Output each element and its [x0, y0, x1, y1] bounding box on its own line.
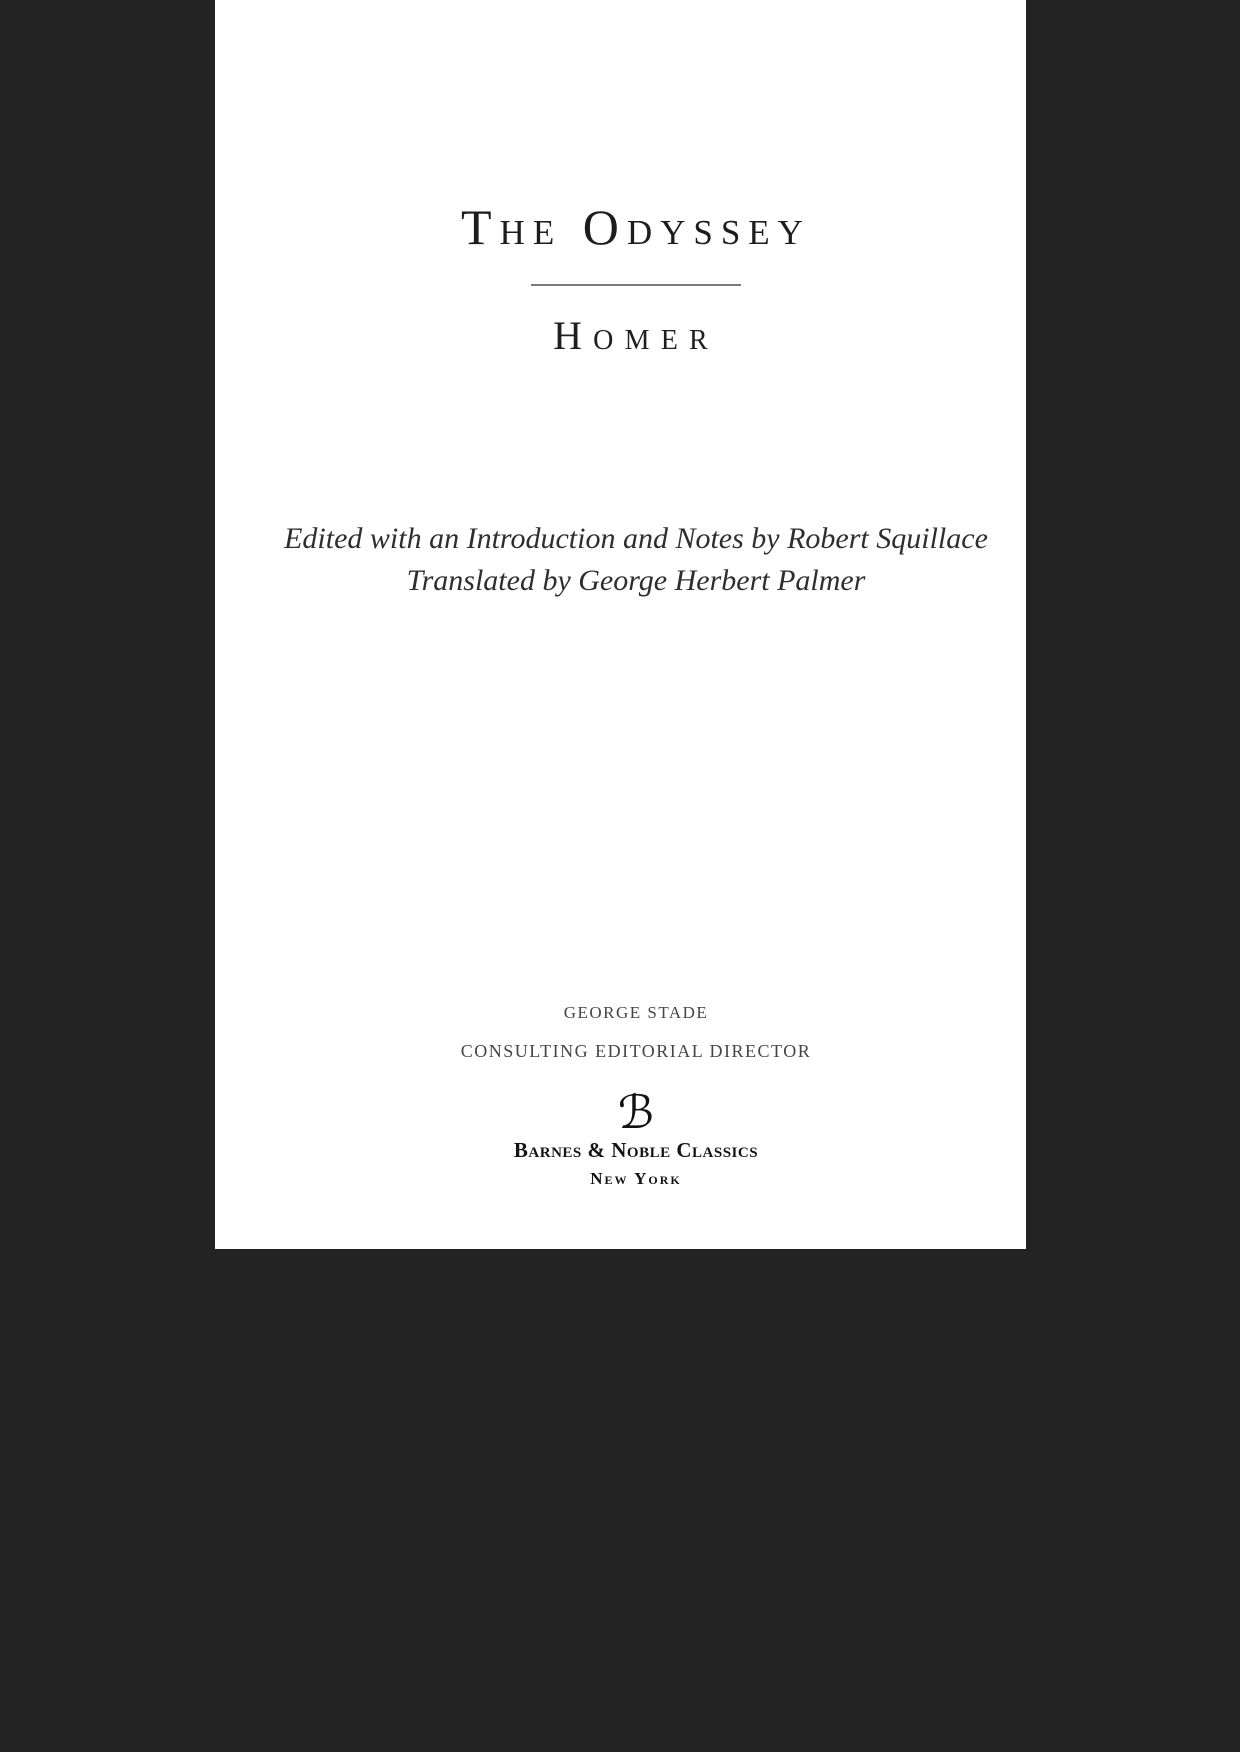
publisher-city: New York [590, 1169, 682, 1188]
book-author: Homer [553, 313, 719, 358]
translated-by-line: Translated by George Herbert Palmer [406, 564, 866, 597]
editorial-director-role: CONSULTING EDITORIAL DIRECTOR [460, 1041, 812, 1061]
editorial-director-name: GEORGE STADE [563, 1003, 709, 1022]
title-divider-rule [531, 284, 741, 286]
publisher-block [246, 1085, 1026, 1188]
title-page-content [246, 0, 1026, 1249]
credits-block [246, 518, 1026, 602]
editorial-block [246, 1004, 1026, 1060]
book-title: The Odyssey [461, 199, 811, 255]
edited-by-line: Edited with an Introduction and Notes by Robert Squillace [284, 522, 988, 555]
book-title-page [215, 0, 1026, 1249]
publisher-name: Barnes & Noble Classics [513, 1138, 759, 1162]
barnes-noble-monogram-icon: ℬ [617, 1085, 655, 1139]
